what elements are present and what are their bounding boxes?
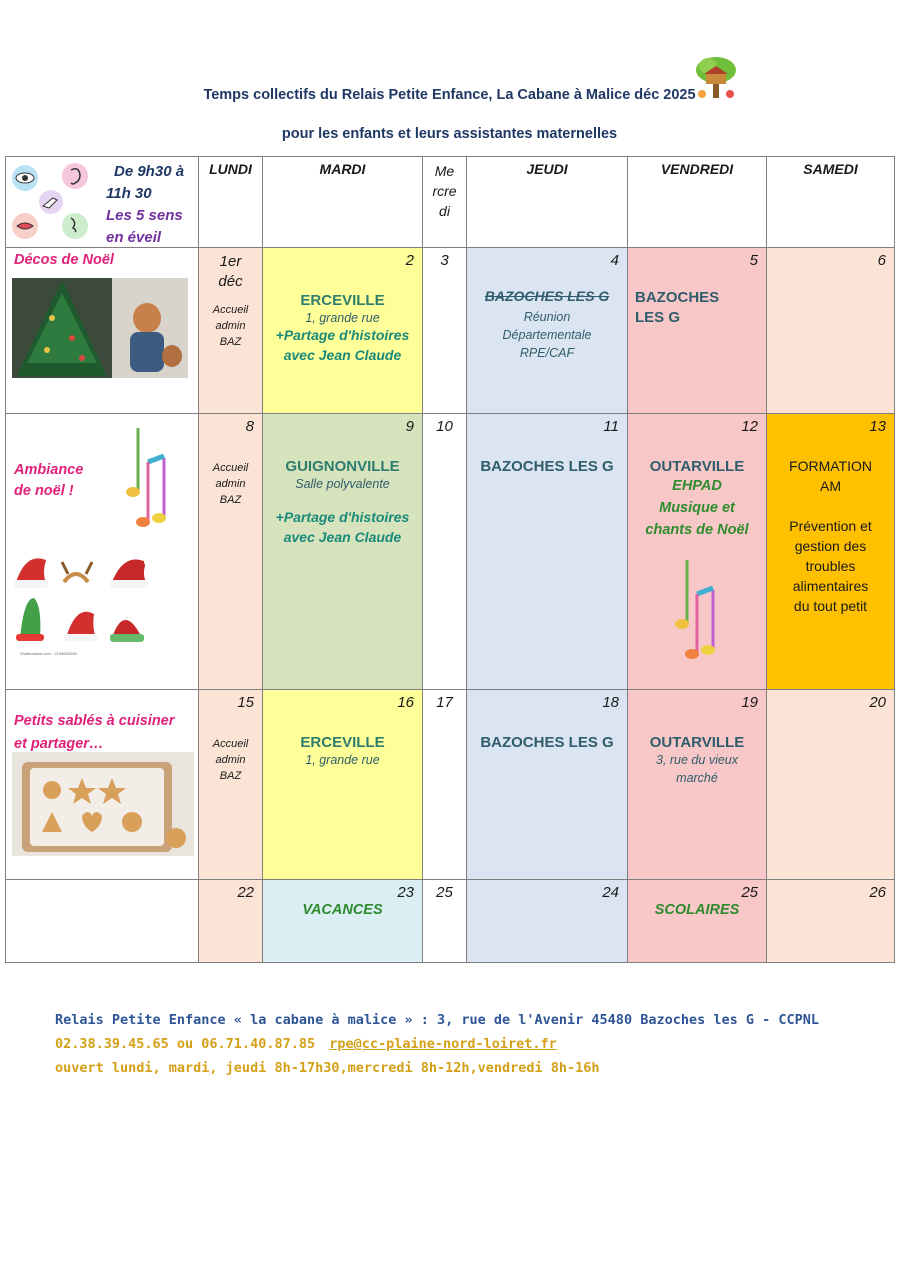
- week2-theme-cell: [6, 414, 199, 690]
- week2-saturday: [767, 414, 895, 690]
- footer-email-link[interactable]: rpe@cc-plaine-nord-loiret.fr: [329, 1036, 557, 1052]
- week2-wednesday: [423, 414, 467, 690]
- week3-thursday-num: 18: [602, 694, 619, 711]
- week1-thursday-num: 4: [610, 252, 619, 269]
- christmas-tree-photo: [12, 278, 188, 378]
- week4-thursday: [467, 880, 628, 963]
- week2-saturday-text-4: alimentaires: [792, 578, 869, 594]
- week4-wednesday-num: 25: [436, 884, 453, 901]
- week1-wednesday: [423, 248, 467, 414]
- week1-saturday: [767, 248, 895, 414]
- theme-line2: en éveil: [106, 229, 162, 246]
- week3-tuesday-place: ERCEVILLE: [300, 734, 385, 751]
- week1-theme: Décos de Noël: [14, 252, 114, 268]
- week1-thursday-note-1: Réunion: [523, 310, 571, 324]
- week3-monday-note-2: admin: [215, 754, 246, 766]
- week4-thursday-num: 24: [602, 884, 619, 901]
- week1-saturday-num: 6: [877, 252, 886, 269]
- week4-monday: [199, 880, 263, 963]
- week1-theme-cell: [6, 248, 199, 414]
- week3-saturday-num: 20: [869, 694, 886, 711]
- week2-saturday-text-1: Prévention et: [789, 518, 872, 534]
- footer-address: Relais Petite Enfance « la cabane à malice » : 3, rue de l'Avenir 45480 Bazoches les G - CCPNL: [55, 1012, 820, 1028]
- week1-thursday-place: BAZOCHES LES G: [484, 288, 610, 304]
- week1-monday-note-3: BAZ: [219, 336, 242, 348]
- week2-saturday-text-2: gestion des: [794, 538, 867, 554]
- week3-monday: [199, 690, 263, 880]
- week1-tuesday-num: 2: [405, 252, 414, 269]
- week2-monday: [199, 414, 263, 690]
- week2-saturday-title-1: FORMATION: [789, 458, 872, 474]
- week-row-3: [6, 690, 895, 880]
- intro-cell: [6, 157, 199, 248]
- week1-wednesday-num: 3: [440, 252, 449, 269]
- week2-tuesday-extra-1: +Partage d'histoires: [275, 509, 410, 525]
- week1-thursday-note-2: Départementale: [502, 328, 592, 342]
- week2-thursday: [467, 414, 628, 690]
- week2-monday-num: 8: [245, 418, 254, 435]
- christmas-hats-image: [12, 542, 162, 646]
- week2-tuesday-num: 9: [405, 418, 414, 435]
- week3-thursday: [467, 690, 628, 880]
- week3-friday: [628, 690, 767, 880]
- hours-line2: 11h 30: [106, 185, 152, 202]
- cookies-photo: [12, 752, 194, 856]
- week3-friday-place: OUTARVILLE: [649, 734, 745, 751]
- week2-saturday-text-5: du tout petit: [793, 598, 868, 614]
- week3-monday-note-1: Accueil: [212, 738, 249, 750]
- tree-house-icon: [694, 56, 738, 102]
- week-row-4: [6, 880, 895, 963]
- week1-monday-note-1: Accueil: [212, 304, 249, 316]
- week4-saturday: [767, 880, 895, 963]
- week3-tuesday-num: 16: [397, 694, 414, 711]
- week3-tuesday: [263, 690, 423, 880]
- five-senses-icon: [9, 162, 93, 242]
- week2-theme-1: Ambiance: [14, 462, 84, 478]
- header-mardi: MARDI: [263, 157, 423, 248]
- week1-monday-num2: déc: [218, 273, 243, 290]
- week3-theme-2: et partager…: [14, 736, 104, 752]
- week2-friday-sub-1: EHPAD: [672, 478, 722, 494]
- week4-friday-label: SCOLAIRES: [654, 902, 740, 918]
- week1-tuesday-extra-2: avec Jean Claude: [283, 347, 402, 363]
- week3-saturday: [767, 690, 895, 880]
- week1-thursday-note-3: RPE/CAF: [519, 346, 575, 360]
- week1-friday: [628, 248, 767, 414]
- week4-tuesday: [263, 880, 423, 963]
- footer-contact: [55, 1036, 557, 1052]
- header-samedi: SAMEDI: [767, 157, 895, 248]
- footer-phones: 02.38.39.45.65 ou 06.71.40.87.85: [55, 1036, 316, 1052]
- week1-tuesday: [263, 248, 423, 414]
- week2-saturday-title-2: AM: [820, 478, 841, 494]
- week1-tuesday-place: ERCEVILLE: [300, 292, 385, 309]
- week4-theme-cell: [6, 880, 199, 963]
- week2-thursday-num: 11: [603, 418, 619, 435]
- week3-monday-num: 15: [237, 694, 254, 711]
- theme-line1: Les 5 sens: [106, 207, 183, 224]
- week2-monday-note-3: BAZ: [219, 494, 242, 506]
- week2-friday-sub-2: Musique et: [659, 500, 735, 516]
- week4-saturday-num: 26: [869, 884, 886, 901]
- week3-friday-addr-1: 3, rue du vieux: [656, 753, 738, 767]
- page-title: Temps collectifs du Relais Petite Enfance, La Cabane à Malice déc 2025: [203, 87, 696, 103]
- week2-monday-note-1: Accueil: [212, 462, 249, 474]
- week2-friday-sub-3: chants de Noël: [645, 522, 749, 538]
- week1-tuesday-extra-1: +Partage d'histoires: [275, 327, 410, 343]
- image-credit: Shutterstock.com · 2105630255: [20, 651, 77, 656]
- week4-tuesday-num: 23: [397, 884, 414, 901]
- calendar-table: [5, 156, 895, 963]
- week4-wednesday: [423, 880, 467, 963]
- week1-tuesday-addr: 1, grande rue: [305, 311, 380, 325]
- footer-hours: ouvert lundi, mardi, jeudi 8h-17h30,mercredi 8h-12h,vendredi 8h-16h: [55, 1060, 600, 1076]
- week3-theme-cell: [6, 690, 199, 880]
- music-note-icon: [124, 422, 172, 532]
- week2-saturday-num: 13: [869, 418, 886, 435]
- week3-friday-num: 19: [741, 694, 758, 711]
- header-vendredi: VENDREDI: [628, 157, 767, 248]
- week4-tuesday-label: VACANCES: [302, 902, 383, 918]
- week3-wednesday-num: 17: [436, 694, 453, 711]
- week-row-1: [6, 248, 895, 414]
- week3-tuesday-addr: 1, grande rue: [305, 753, 380, 767]
- week1-monday-note-2: admin: [215, 320, 246, 332]
- week1-monday-num: 1er: [219, 253, 242, 270]
- week2-monday-note-2: admin: [215, 478, 246, 490]
- week2-friday: [628, 414, 767, 690]
- header-row: [6, 157, 895, 248]
- week2-wednesday-num: 10: [436, 418, 453, 435]
- week1-friday-place: BAZOCHES LES G: [635, 289, 720, 326]
- week2-tuesday: [263, 414, 423, 690]
- week2-tuesday-addr: Salle polyvalente: [295, 477, 390, 491]
- week-row-2: [6, 414, 895, 690]
- week4-friday: [628, 880, 767, 963]
- header-jeudi: JEUDI: [467, 157, 628, 248]
- week2-saturday-text-3: troubles: [805, 558, 856, 574]
- header-mercredi: Me rcre di: [423, 157, 467, 248]
- music-note-icon-2: [673, 554, 721, 664]
- week2-thursday-place: BAZOCHES LES G: [480, 458, 614, 475]
- week4-friday-num: 25: [741, 884, 758, 901]
- page-subtitle: pour les enfants et leurs assistantes maternelles: [281, 126, 618, 142]
- week3-monday-note-3: BAZ: [219, 770, 242, 782]
- week4-monday-num: 22: [237, 884, 254, 901]
- week3-wednesday: [423, 690, 467, 880]
- week3-theme-1: Petits sablés à cuisiner: [14, 713, 175, 729]
- header-lundi: LUNDI: [199, 157, 263, 248]
- week2-tuesday-extra-2: avec Jean Claude: [283, 529, 402, 545]
- week2-friday-place: OUTARVILLE: [649, 458, 745, 475]
- week1-thursday: [467, 248, 628, 414]
- week2-theme-2: de noël !: [14, 483, 74, 499]
- hours-line1: De 9h30 à: [114, 163, 185, 180]
- week2-tuesday-place: GUIGNONVILLE: [285, 458, 400, 475]
- week3-friday-addr-2: marché: [676, 771, 718, 785]
- week1-monday: [199, 248, 263, 414]
- week1-friday-num: 5: [749, 252, 758, 269]
- week2-friday-num: 12: [741, 418, 758, 435]
- week3-thursday-place: BAZOCHES LES G: [480, 734, 614, 751]
